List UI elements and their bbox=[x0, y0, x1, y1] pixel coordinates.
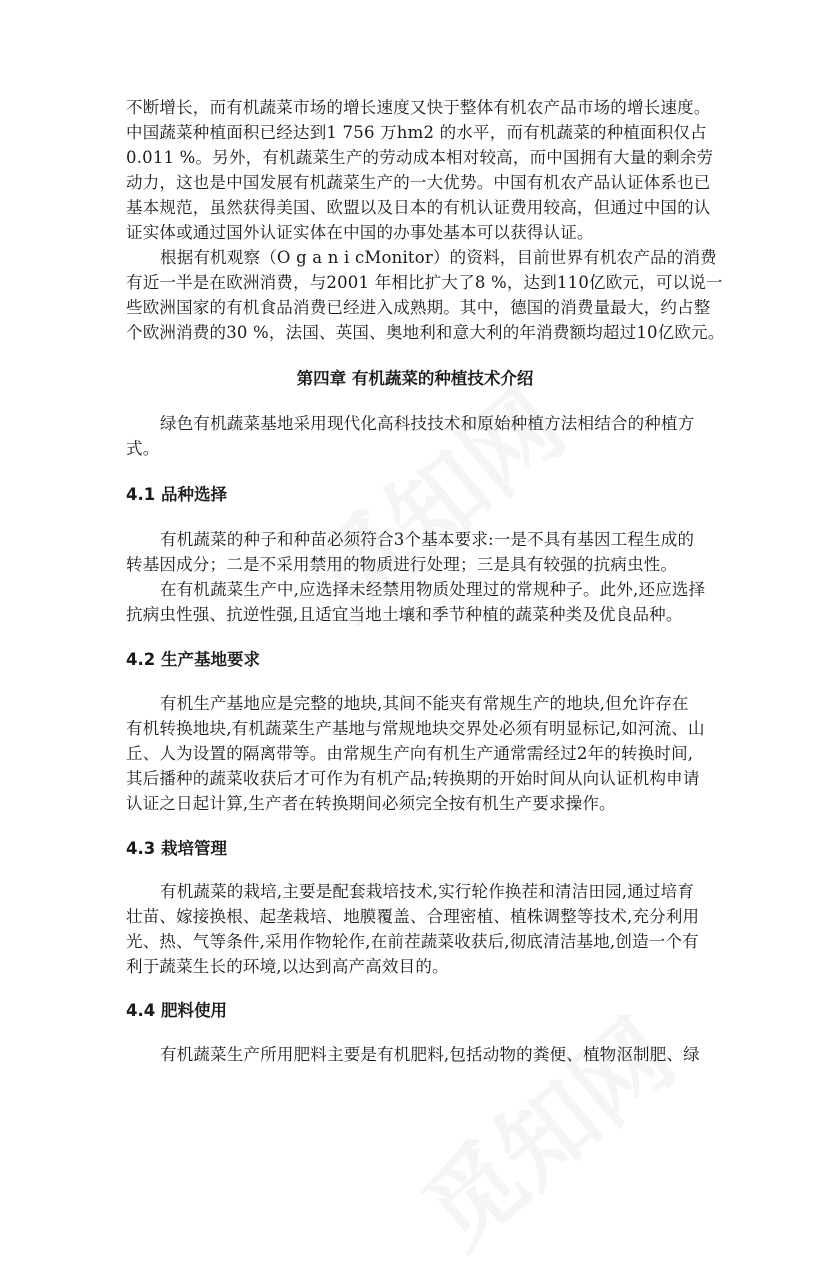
chapter-title: 第四章 有机蔬菜的种植技术介绍 bbox=[296, 369, 534, 388]
body-line: 丘、人为设置的隔离带等。由常规生产向有机生产通常需经过2年的转换时间, bbox=[126, 744, 694, 763]
body-line: 基本规范，虽然获得美国、欧盟以及日本的有机认证费用较高，但通过中国的认 bbox=[126, 198, 711, 217]
section-heading: 4.1 品种选择 bbox=[126, 485, 227, 504]
body-line: 利于蔬菜生长的环境,以达到高产高效目的。 bbox=[126, 957, 449, 976]
body-line: 壮苗、嫁接换根、起垄栽培、地膜覆盖、合理密植、植株调整等技术,充分利用 bbox=[126, 907, 700, 926]
section-heading: 4.4 肥料使用 bbox=[126, 1001, 227, 1020]
section-heading: 4.2 生产基地要求 bbox=[126, 650, 260, 669]
body-line: 认证之日起计算,生产者在转换期间必须完全按有机生产要求操作。 bbox=[126, 794, 616, 813]
body-line: 转基因成分；二是不采用禁用的物质进行处理；三是具有较强的抗病虫性。 bbox=[126, 555, 678, 574]
body-line: 抗病虫性强、抗逆性强,且适宜当地土壤和季节种植的蔬菜种类及优良品种。 bbox=[126, 605, 683, 624]
body-line: 个欧洲消费的30 %，法国、英国、奥地利和意大利的年消费额均超过10亿欧元。 bbox=[126, 323, 725, 342]
body-line: 有机转换地块,有机蔬菜生产基地与常规地块交界处必须有明显标记,如河流、山 bbox=[126, 719, 705, 738]
body-line: 有机蔬菜的栽培,主要是配套栽培技术,实行轮作换茬和清洁田园,通过培育 bbox=[160, 882, 695, 901]
body-line: 0.011 %。另外，有机蔬菜生产的劳动成本相对较高，而中国拥有大量的剩余劳 bbox=[126, 148, 714, 167]
body-line: 中国蔬菜种植面积已经达到1 756 万hm2 的水平，而有机蔬菜的种植面积仅占 bbox=[126, 123, 707, 142]
body-line: 其后播种的蔬菜收获后才可作为有机产品;转换期的开始时间从向认证机构申请 bbox=[126, 769, 700, 788]
body-line: 有机蔬菜生产所用肥料主要是有机肥料,包括动物的粪便、植物沤制肥、绿 bbox=[160, 1045, 700, 1064]
body-line: 证实体或通过国外认证实体在中国的办事处基本可以获得认证。 bbox=[126, 223, 594, 242]
body-line: 光、热、气等条件,采用作物轮作,在前茬蔬菜收获后,彻底清洁基地,创造一个有 bbox=[126, 932, 699, 951]
body-line: 绿色有机蔬菜基地采用现代化高科技技术和原始种植方法相结合的种植方 bbox=[160, 414, 695, 433]
body-line: 在有机蔬菜生产中,应选择未经禁用物质处理过的常规种子。此外,还应选择 bbox=[160, 580, 706, 599]
watermark-bottom bbox=[390, 983, 699, 1273]
body-line: 有机蔬菜的种子和种苗必须符合3个基本要求:一是不具有基因工程生成的 bbox=[160, 530, 695, 549]
body-line: 根据有机观察（O g a n i cMonitor）的资料，目前世界有机农产品的消费 bbox=[160, 248, 717, 267]
body-line: 动力，这也是中国发展有机蔬菜生产的一大优势。中国有机农产品认证体系也已 bbox=[126, 173, 711, 192]
body-line: 些欧洲国家的有机食品消费已经进入成熟期。其中，德国的消费量最大，约占整 bbox=[126, 298, 711, 317]
body-line: 式。 bbox=[126, 439, 160, 458]
body-line: 有机生产基地应是完整的地块,其间不能夹有常规生产的地块,但允许存在 bbox=[160, 694, 689, 713]
body-line: 有近一半是在欧洲消费，与2001 年相比扩大了8 %，达到110亿欧元，可以说一 bbox=[126, 273, 723, 292]
section-heading: 4.3 栽培管理 bbox=[126, 839, 227, 858]
body-line: 不断增长，而有机蔬菜市场的增长速度又快于整体有机农产品市场的增长速度。 bbox=[126, 98, 711, 117]
